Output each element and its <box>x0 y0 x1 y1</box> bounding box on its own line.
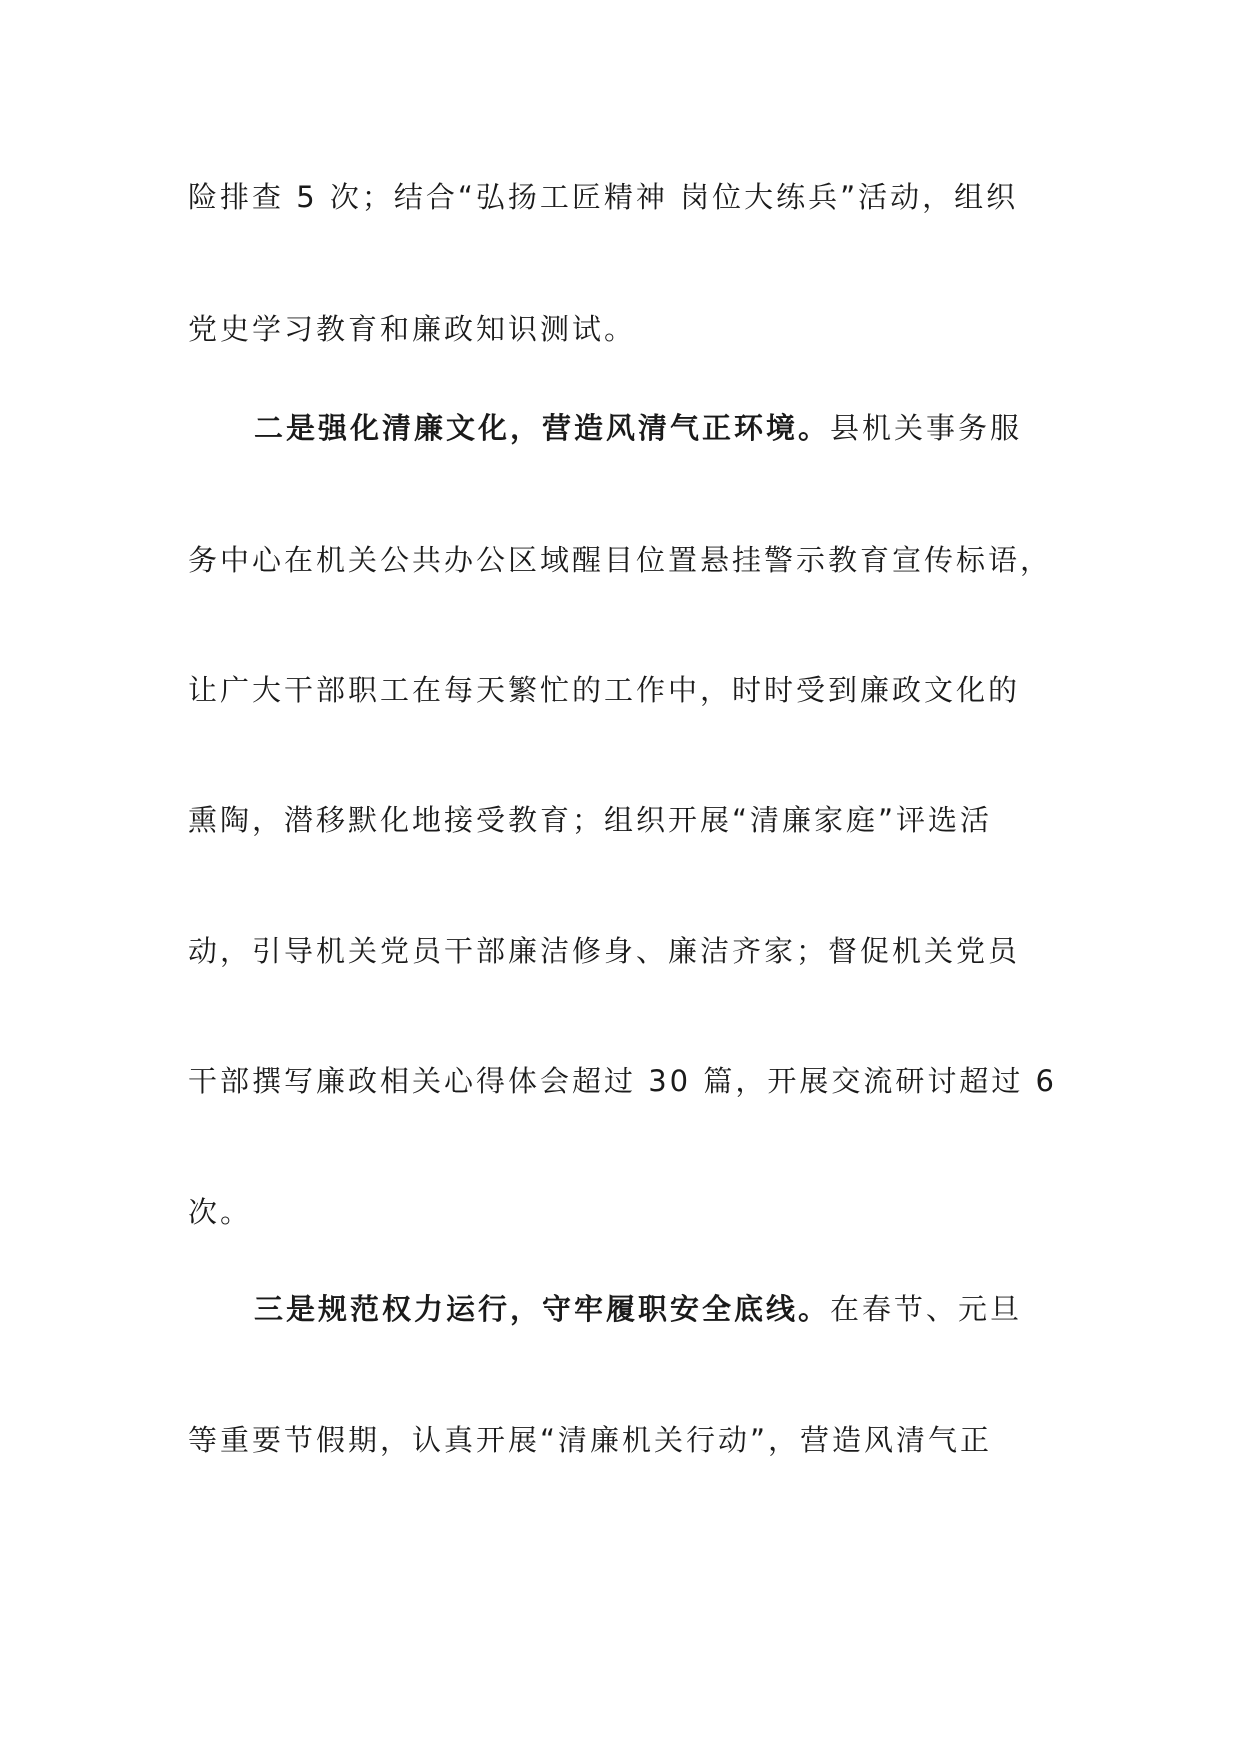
text-line-5: 让广大干部职工在每天繁忙的工作中，时时受到廉政文化的 <box>188 673 1021 707</box>
section-2-first-line <box>254 408 1022 448</box>
section-3-first-line <box>254 1289 1022 1329</box>
text-line-6: 熏陶，潜移默化地接受教育；组织开展“清廉家庭”评选活 <box>188 803 993 837</box>
section-3-text: 在春节、元旦 <box>830 1292 1023 1326</box>
text-line-1: 险排查 5 次；结合“弘扬工匠精神 岗位大练兵”活动，组织 <box>188 180 1019 214</box>
section-2-text: 县机关事务服 <box>830 411 1023 445</box>
text-line-11: 等重要节假期，认真开展“清廉机关行动”，营造风清气正 <box>188 1423 993 1457</box>
text-line-2: 党史学习教育和廉政知识测试。 <box>188 312 637 346</box>
section-2-heading: 二是强化清廉文化，营造风清气正环境。 <box>254 411 831 445</box>
text-line-9: 次。 <box>188 1195 253 1229</box>
text-line-4: 务中心在机关公共办公区域醒目位置悬挂警示教育宣传标语， <box>188 543 1053 577</box>
text-line-7: 动，引导机关党员干部廉洁修身、廉洁齐家；督促机关党员 <box>188 934 1021 968</box>
text-line-8: 干部撰写廉政相关心得体会超过 30 篇，开展交流研讨超过 6 <box>188 1064 1058 1098</box>
section-3-heading: 三是规范权力运行，守牢履职安全底线。 <box>254 1292 831 1326</box>
